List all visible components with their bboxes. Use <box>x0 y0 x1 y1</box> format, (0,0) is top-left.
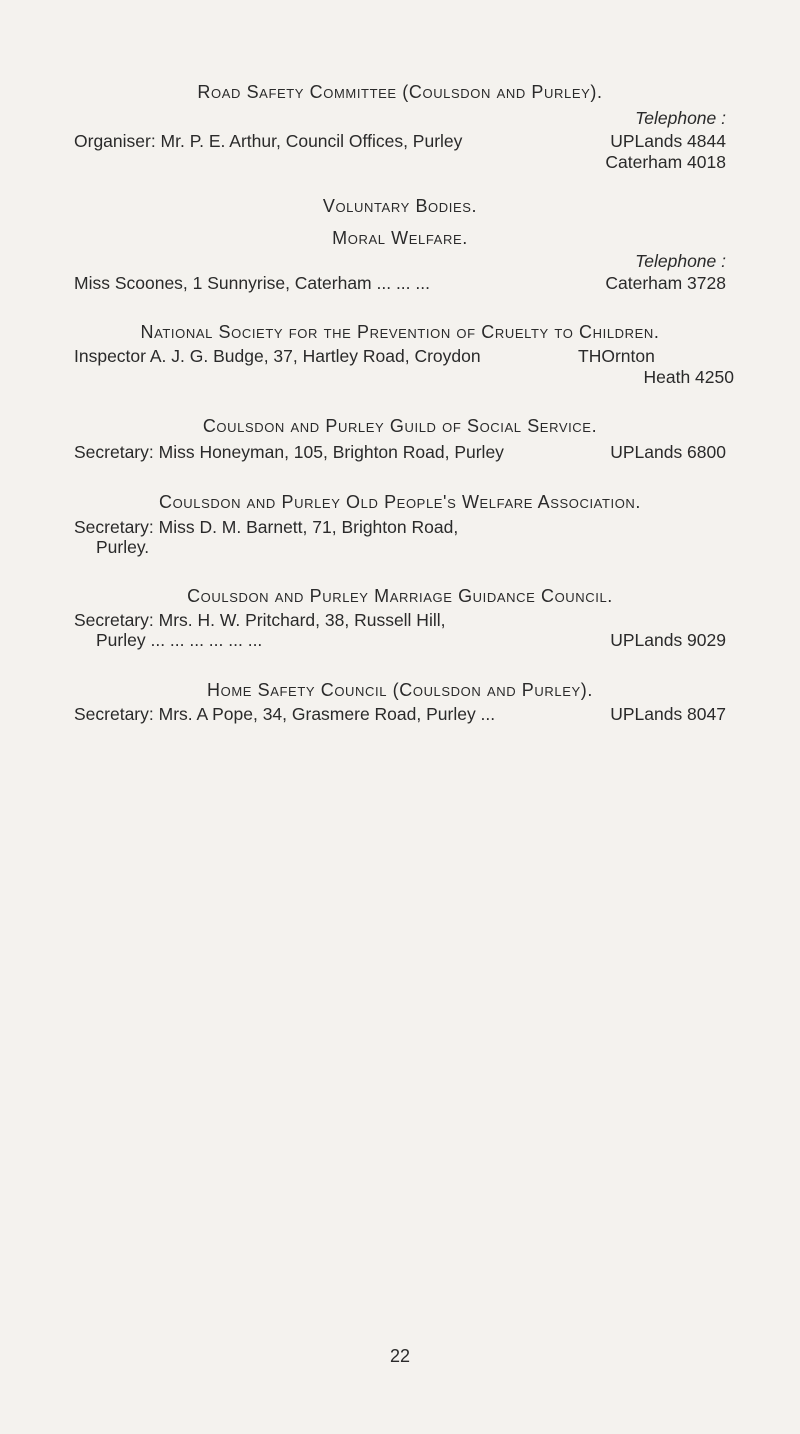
telephone-label: Telephone : <box>635 251 726 271</box>
page-number: 22 <box>389 1346 411 1366</box>
organiser-telephone-2: Caterham 4018 <box>605 152 726 172</box>
old-people-entry-2: Purley. <box>96 537 150 557</box>
guild-entry: Secretary: Miss Honeyman, 105, Brighton Road, Purley <box>74 442 504 462</box>
marriage-heading: Coulsdon and Purley Marriage Guidance Council. <box>187 586 613 606</box>
nspcc-telephone: THOrnton <box>578 346 655 366</box>
marriage-entry: Secretary: Mrs. H. W. Pritchard, 38, Russell Hill, <box>74 610 446 630</box>
old-people-entry: Secretary: Miss D. M. Barnett, 71, Brighton Road, <box>74 517 459 537</box>
road-safety-heading: Road Safety Committee (Coulsdon and Purley). <box>197 82 603 102</box>
marriage-entry-2: Purley ... ... ... ... ... ... <box>96 630 263 650</box>
moral-welfare-entry: Miss Scoones, 1 Sunnyrise, Caterham ... ... ... <box>74 273 430 293</box>
nspcc-telephone-2: Heath 4250 <box>643 367 734 387</box>
moral-welfare-telephone: Caterham 3728 <box>605 273 726 293</box>
home-safety-telephone: UPLands 8047 <box>610 704 726 724</box>
telephone-label: Telephone : <box>635 108 726 128</box>
home-safety-entry: Secretary: Mrs. A Pope, 34, Grasmere Road, Purley ... <box>74 704 496 724</box>
marriage-telephone: UPLands 9029 <box>610 630 726 650</box>
voluntary-bodies-heading: Voluntary Bodies. <box>322 196 478 216</box>
organiser-telephone: UPLands 4844 <box>610 131 726 151</box>
guild-telephone: UPLands 6800 <box>610 442 726 462</box>
guild-heading: Coulsdon and Purley Guild of Social Service. <box>202 416 598 436</box>
organiser-entry: Organiser: Mr. P. E. Arthur, Council Offices, Purley <box>74 131 463 151</box>
moral-welfare-heading: Moral Welfare. <box>332 228 468 248</box>
nspcc-entry: Inspector A. J. G. Budge, 37, Hartley Road, Croydon <box>74 346 481 366</box>
home-safety-heading: Home Safety Council (Coulsdon and Purley). <box>207 680 593 700</box>
nspcc-heading: National Society for the Prevention of Cruelty to Children. <box>140 322 660 342</box>
old-people-heading: Coulsdon and Purley Old People's Welfare Association. <box>158 492 642 512</box>
